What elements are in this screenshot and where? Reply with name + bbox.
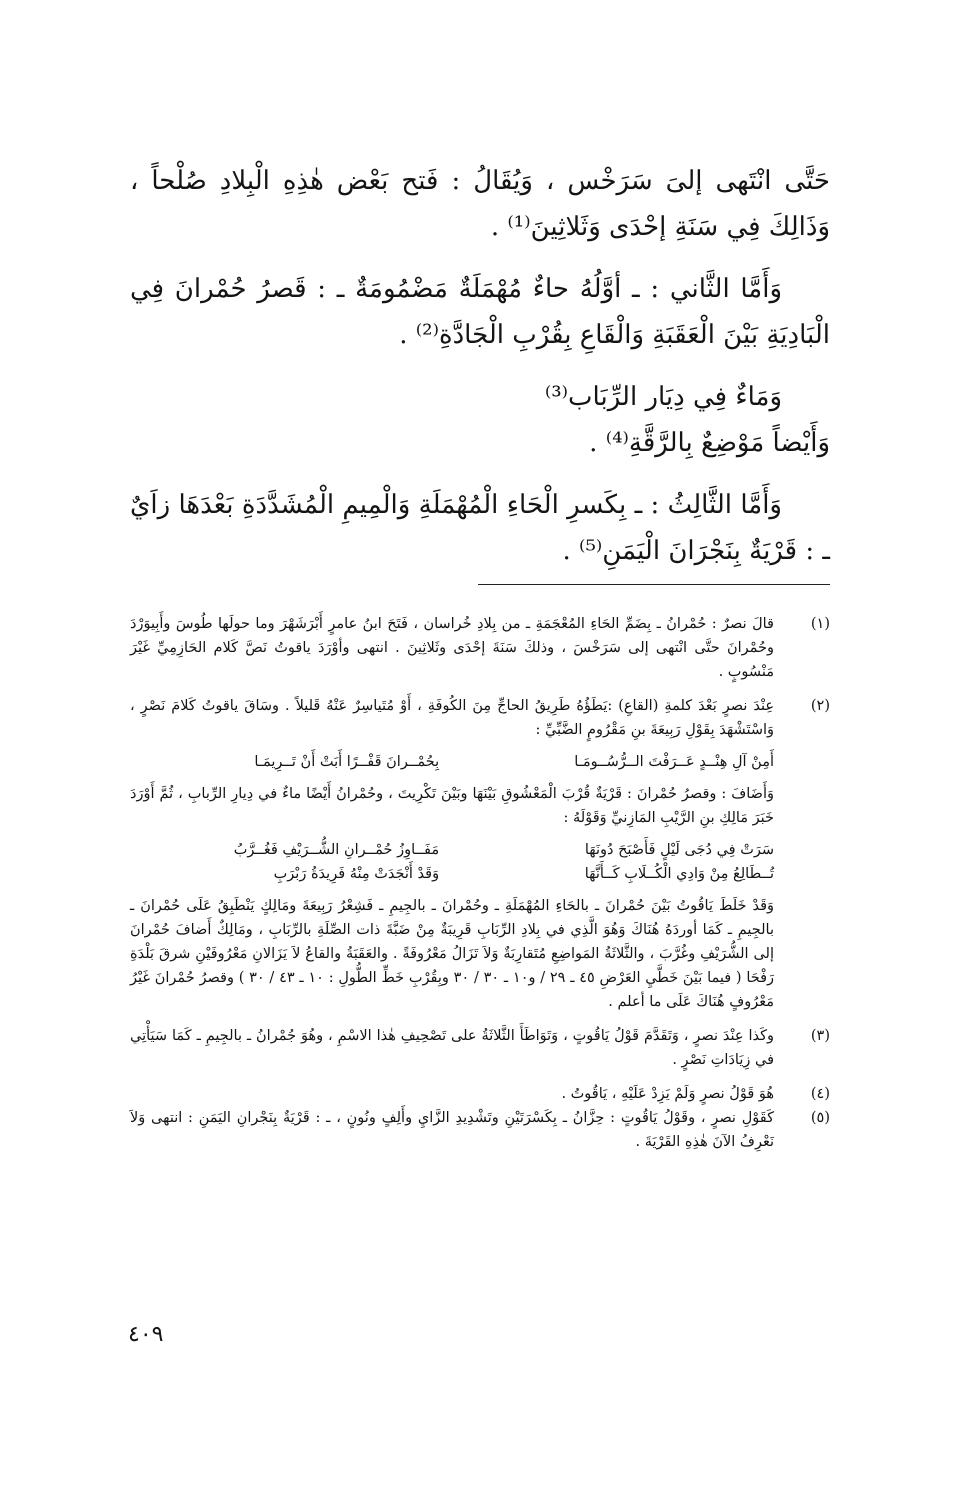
main-text [130,158,830,590]
footnote-5 [130,1106,830,1154]
footnote-number: (١) [810,616,830,632]
footnote-number: (٤) [810,1086,830,1102]
footnote-text: وكَذا عِنْدَ نصرٍ ، وَتَقَدَّمَ قَوْلُ يَاقُوتٍ ، وَتَوَاطَأَ الثَّلاثَةُ على تَصْحِيفِ هٰذا الاسْمِ ، وهُوَ جُمْرانُ ـ بالجِيمِ ـ كَمَا سَيَأْتِي في زِيَادَاتِ نَصْرٍ . [130,1028,774,1068]
poem-verse [130,862,774,886]
footnote-3 [130,1024,830,1072]
paragraph-2: وَأَمَّا الثَّاني : ـ أوَّلُهُ حاءٌ مُهْمَلَةٌ مَضْمُومَةٌ ـ : قَصرُ حُمْرانَ فِي الْبَادِيَةِ بَيْنَ الْعَقَبَةِ وَالْقَاعِ بِقُرْبِ الْجَادَّةِ⁽²⁾ . [130,274,830,350]
footnote-text: كَقَوْلِ نصرٍ ، وقَوْلُ يَاقُوتٍ : حِزَّانُ ـ بِكَسْرَتَيْنِ وتَشْدِيدِ الزَّايِ وأَلِفٍ ونُونٍ ، ـ : قَرْيَةٌ بِنَجْرانِ اليَمَنِ : انتهى وَلاَ نَعْرِفُ الآنَ هٰذِهِ القَرْيَةَ . [130,1110,774,1150]
poem-verse [130,750,774,774]
footnote-number: (٥) [810,1110,830,1126]
paragraph-3: وَمَاءٌ فِي دِيَار الرِّبَاب⁽³⁾ [544,382,782,412]
verse-second-hemistich: مَفَــاوِزُ حُمْــرانِ الشُّــرَيْفِ فَغُــرَّبُ [233,842,440,858]
footnote-continuation: وَأَضَافَ : وقصرُ حُمْرانَ : قَرْيَةٌ قُرْبَ الْمَعْشُوقِ بَيْنَهَا وبَيْنَ تَكْرِيتَ ، وحُمْرانُ أَيْضًا ماءٌ في دِيارِ الرِّبابِ ، ثُمَّ أَوْرَدَ خَبَرَ مَالِكِ بنِ الرَّيْبِ المَازِنيِّ وَقَوْلَهُ : [130,786,774,826]
verse-second-hemistich: وَقَدْ أَنْجَدَتْ مِنْهُ فَرِيدَةُ رَبْرَبِ [273,866,440,882]
paragraph-5: وَأَمَّا الثَّالِثُ : ـ بِكَسرِ الْحَاءِ الْمُهْمَلَةِ وَالْمِيمِ الْمُشَدَّدَةِ بَعْدَهَا زاَيٌ ـ : قَرْيَةٌ بِنَجْرَانَ الْيَمَنِ⁽⁵⁾ . [130,490,830,566]
paragraph-4: وَأَيْضاً مَوْضِعٌ بِالرَّقَّةِ⁽⁴⁾ . [589,428,830,458]
footnote-text: عِنْدَ نصرٍ بَعْدَ كلمةِ (القاعِ) :يَطَؤُهُ طَرِيقُ الحاجِّ مِنَ الكُوفَةِ ، أَوْ مُتَياسِرٌ عَنْهُ قَليلاً . وسَاقَ ياقوتُ كَلامَ نَصْرٍ ، وَاسْتَشْهَدَ بِقَوْلِ رَبِيعَةَ بنِ مَقْرُومٍ الضَّبِّيِّ : [130,698,774,738]
paragraph-1: حَتَّى انْتَهى إلىَ سَرَخْس ، وَيُقَالُ : فَتح بَعْض هٰذِهِ الْبِلادِ صُلْحاً ، وَذَالِكَ فِي سَنَةِ إحْدَى وَثَلاثِينَ⁽¹⁾ . [130,166,830,242]
footnote-text: قالَ نصرٌ : حُمْرانُ ـ بِضَمِّ الحَاءِ المُعْجَمَةِ ـ من بِلادِ خُراسان ، فَتَحَ ابنُ عامرٍ أَبْرَشَهْرَ وما حولَها طُوسَ وأَبِيوَرْدَ وحُمْرانَ حتَّى انْتهى إلى سَرَخْسَ ، وذلكَ سَنَةَ إحْدَى وثَلاثِينَ . انتهى وأوْرَدَ ياقوتُ نَصَّ كَلام الحَازِمِيِّ غَيْرَ مَنْسُوبٍ . [130,616,774,680]
footnote-text: هُوَ قَوْلُ نصرٍ وَلَمْ يَزِدْ عَلَيْهِ ، يَاقُوتُ . [561,1086,774,1102]
footnote-number: (٣) [810,1028,830,1044]
footnotes [130,612,830,1164]
footnote-continuation: وَقَدْ خَلَطَ يَاقُوتُ بَيْنَ حُمْرانَ ـ بالحَاءِ المُهْمَلَةِ ـ وحُمْرانَ ـ بالجِيمِ ـ فَشِعْرُ رَبِيعَةَ ومَالِكٍ يَنْطَبِقُ عَلَى حُمْرانَ ـ بالجِيمِ ـ كَمَا أوردَهُ هُنَاكَ وَهُوَ الَّذِي في بِلادِ الرِّبَابِ قَرِيبَةٌ مِنْ ضَبَّةَ ذات الصِّلَةِ بالرِّبَابِ ، ومَالِكٌ أَضافَ حُمْرانَ إلى الشُّرَيْفِ وغُرَّبَ ، والثَّلاثَةُ المَواضِعِ مُتَقارِبَةٌ وَلاَ تَزَالُ مَعْرُوفَةً . والعَقَبَةُ والقاعُ لاَ يَزَالانِ مَعْرُوفَيْنِ شرقَ بَلْدَةِ رَفْحَا ( فيما بَيْنَ خَطَّيِ العَرْضِ ٤٥ ـ ٢٩ / و١٠ ـ ٣٠ / ٣٠ وبِقُرْبِ خَطِّ الطُّولِ : ١٠ ـ ٤٣ / ٣٠ ) وقصرُ حُمْرانَ غَيْرُ مَعْرُوفٍ هُنَاكَ عَلَى ما أعلم . [130,898,775,1010]
footnote-number: (٢) [810,698,830,714]
page-number: ٤٠٩ [128,1322,164,1347]
poem-verse-block [130,750,774,774]
footnote-separator [478,584,830,585]
footnote-4 [130,1082,830,1106]
poem-verse [130,838,774,862]
verse-first-hemistich: تُــطَالِعُ مِنْ وَادِي الْكُــلَابِ كَــأَنَّهَا [584,866,774,882]
footnote-2 [130,694,830,1014]
verse-first-hemistich: سَرَتْ فِي دُجَى لَيْلٍ فَأَصْبَحَ دُونَهَا [584,842,774,858]
poem-verse-block [130,838,774,886]
footnote-1 [130,612,830,684]
verse-second-hemistich: بِحُمْــرانَ قَفْــرًا أَبَتْ أَنْ تَــرِيمَـا [254,754,440,770]
verse-first-hemistich: أَمِنْ آلِ هِنْــدٍ عَــرَفْتَ الــرُّسُــومَـا [574,754,774,770]
